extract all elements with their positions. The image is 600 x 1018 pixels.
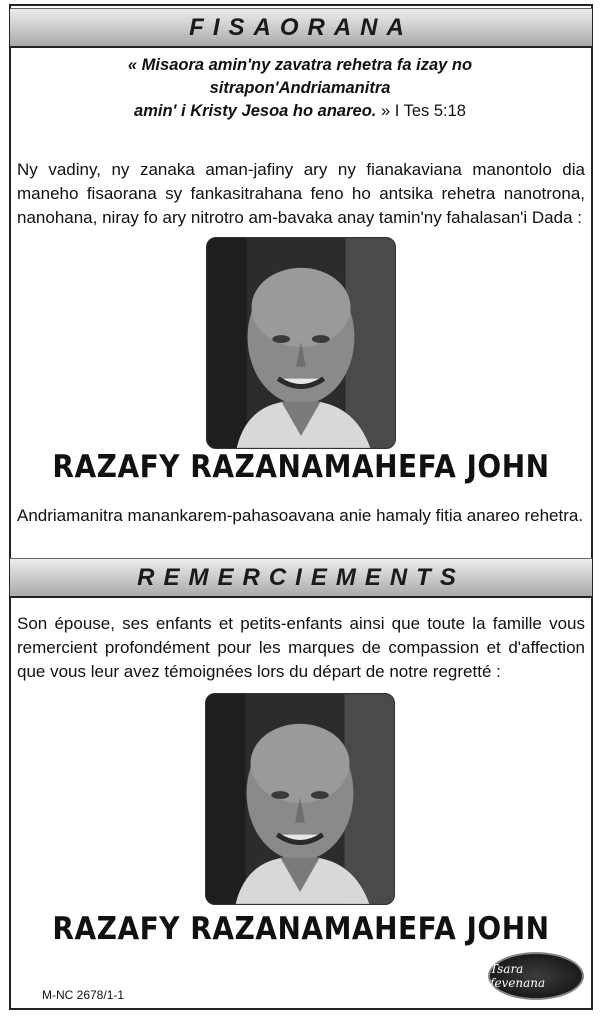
portrait-photo [205, 693, 395, 905]
quote-line: « Misaora amin'ny zavatra rehetra fa izay no [127, 56, 473, 74]
closing-blessing: Andriamanitra manankarem-pahasoavana anie hamaly fitia anareo rehetra. [17, 506, 584, 525]
bible-quote [20, 54, 580, 123]
reference-code: M-NC 2678/1-1 [42, 988, 125, 1002]
portrait-image [206, 694, 394, 904]
section-title: REMERCIEMENTS [137, 563, 465, 591]
quote-line: sitrapon'Andriamanitra [209, 79, 391, 97]
deceased-name: RAZAFY RAZANAMAHEFA JOHN [52, 910, 550, 947]
logo-text: Tsara fevenana [490, 962, 546, 990]
quote-reference: » I Tes 5:18 [380, 102, 466, 120]
banner-remerciements [10, 558, 592, 598]
thanks-paragraph-malagasy: Ny vadiny, ny zanaka aman-jafiny ary ny fianakaviana manontolo dia maneho fisaorana sy fankasitrahana feno ho antsika rehetra nanotrona, nanohana, niray fo ary nitrotro am-bavaka anay tamin'ny fahalasan'i Dada : [17, 160, 585, 227]
deceased-name: RAZAFY RAZANAMAHEFA JOHN [52, 448, 550, 485]
banner-fisaorana [10, 8, 592, 48]
quote-line-last [20, 100, 580, 123]
portrait-photo [206, 237, 396, 449]
thanks-paragraph-french: Son épouse, ses enfants et petits-enfants ainsi que toute la famille vous remercient profondément pour les marques de compassion et d'affection que vous leur avez témoignées lors du départ de notre regretté : [17, 614, 585, 681]
quote-line: amin' i Kristy Jesoa ho anareo. [134, 102, 377, 120]
section-title: FISAORANA [189, 13, 413, 41]
publisher-logo [488, 952, 584, 1000]
portrait-image [207, 238, 395, 448]
